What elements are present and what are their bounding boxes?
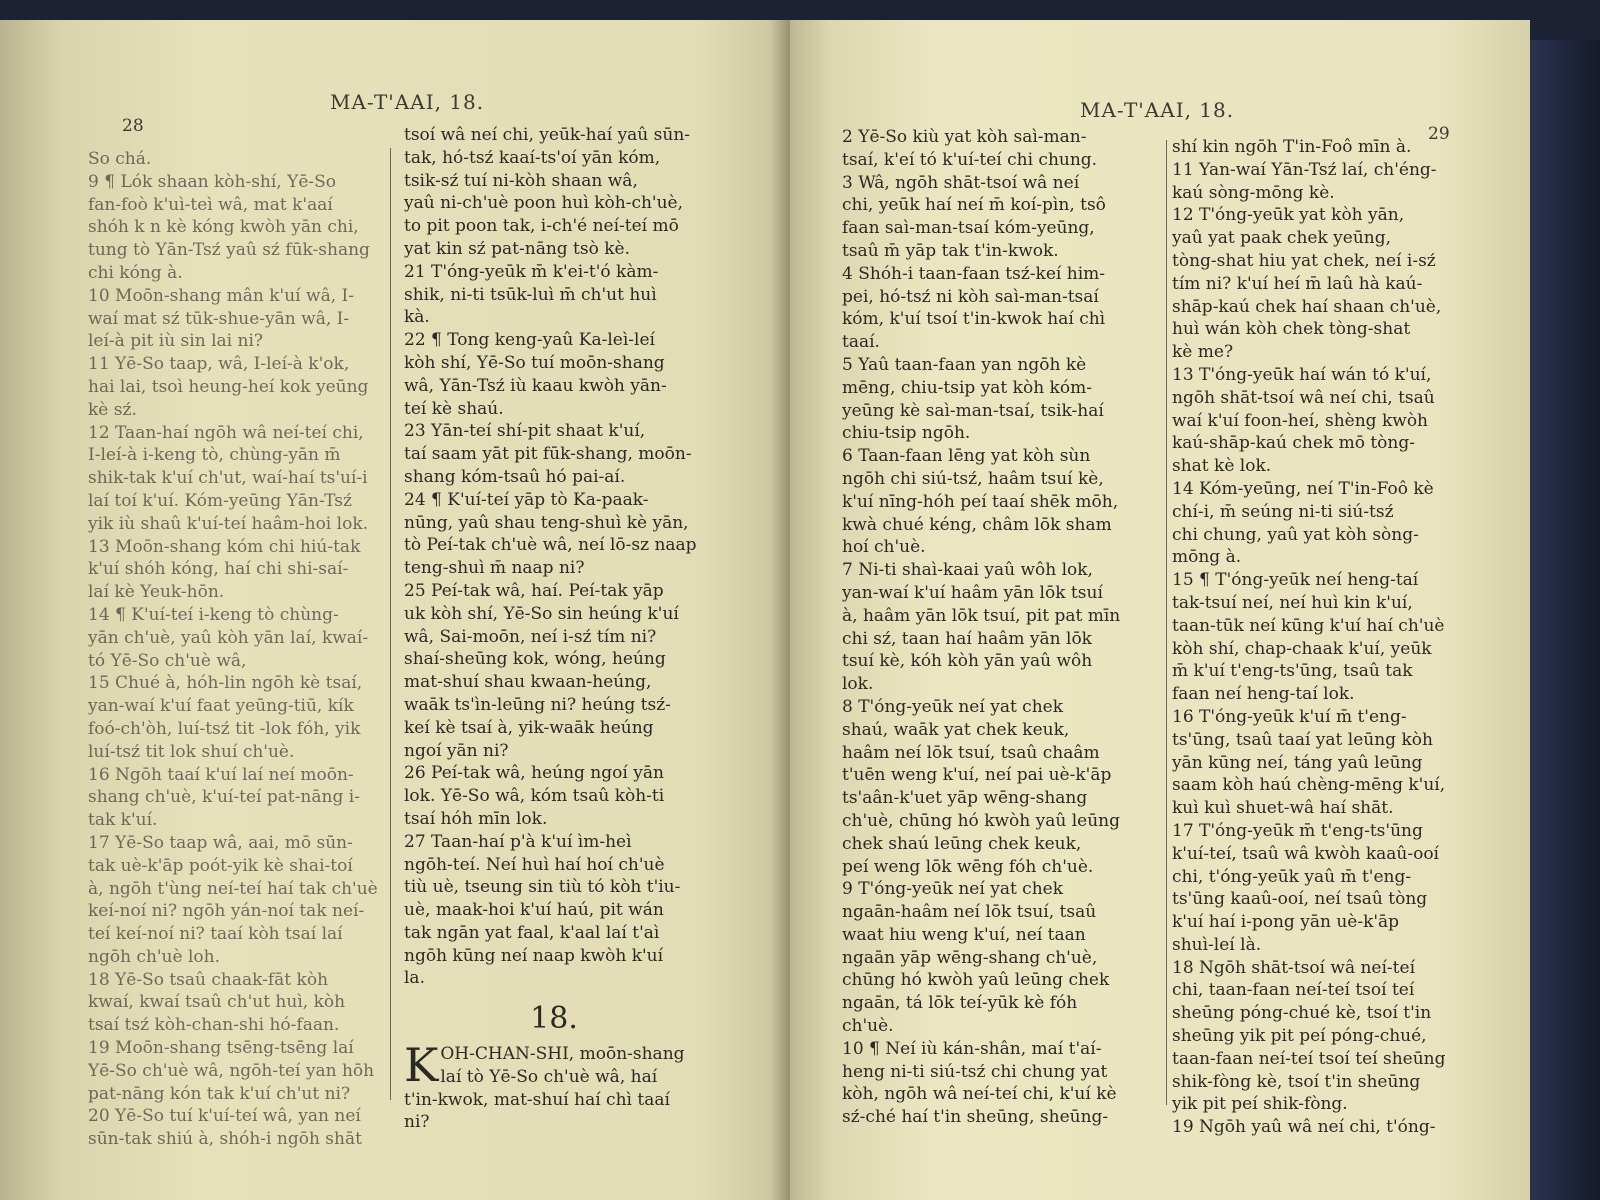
text-line: ngōh shāt-tsoí wâ neí chi, tsaû: [1172, 387, 1435, 408]
text-line: chi chung, yaû yat kòh sòng-: [1172, 524, 1419, 545]
text-line: 8 T'óng-yeūk neí yat chek: [842, 696, 1064, 717]
text-line: yik iù shaû k'uí-teí haâm-hoi lok.: [88, 513, 369, 534]
text-line: yan-waí k'uí haâm yān lōk tsuí: [842, 582, 1103, 603]
text-line: teí keí-noí ni? taaí kòh tsaí laí: [88, 924, 343, 945]
text-line: kòh, ngōh wâ neí-teí chi, k'uí kè: [842, 1084, 1117, 1105]
right-running-head: MA-T'AAI, 18.: [1080, 98, 1235, 122]
right-page-column-2: [1172, 136, 1472, 1139]
text-line: huì wán kòh chek tòng-shat: [1172, 319, 1411, 340]
text-line: taan-tūk neí kūng k'uí haí ch'uè: [1172, 615, 1445, 636]
text-line: nūng, yaû shau teng-shuì kè yān,: [404, 512, 689, 533]
right-page-column-1: [842, 126, 1160, 1129]
text-line: kòh shí, Yē-So tuí moōn-shang: [404, 352, 665, 373]
text-line: yik pit peí shik-fòng.: [1172, 1094, 1348, 1115]
text-line: kaú sòng-mōng kè.: [1172, 182, 1335, 203]
text-line: teí kè shaú.: [404, 398, 504, 419]
text-line: 13 Moōn-shang kóm chi hiú-tak: [88, 536, 361, 557]
text-line: chi kóng à.: [88, 262, 183, 283]
left-page-number: 28: [122, 116, 144, 136]
text-line: kòh shí, chap-chaak k'uí, yeūk: [1172, 638, 1432, 659]
text-line: à, haâm yān lōk tsuí, pit pat mīn: [842, 605, 1121, 626]
text-line: kè sź.: [88, 399, 137, 420]
text-line: shuì-leí là.: [1172, 934, 1262, 955]
text-line: ch'uè, chūng hó kwòh yaû leūng: [842, 810, 1121, 831]
text-line: t'in-kwok, mat-shuí haí chì taaí: [404, 1089, 670, 1110]
text-line: 9 T'óng-yeūk neí yat chek: [842, 879, 1064, 900]
text-line: 27 Taan-haí p'à k'uí ìm-heì: [404, 831, 632, 852]
text-line: sź-ché haí t'in sheūng, sheūng-: [842, 1107, 1109, 1128]
text-line: k'uí-teí, tsaû wâ kwòh kaaû-ooí: [1172, 843, 1439, 864]
text-line: 15 Chué à, hóh-lin ngōh kè tsaí,: [88, 673, 363, 694]
text-line: chi sź, taan haí haâm yān lōk: [842, 628, 1092, 649]
chapter-number: 18.: [530, 1001, 578, 1037]
text-line: So chá.: [88, 149, 152, 169]
text-line: 12 T'óng-yeūk yat kòh yān,: [1172, 205, 1405, 226]
text-line: chi, t'óng-yeūk yaû m̄ t'eng-: [1172, 866, 1412, 887]
text-line: leí-à pit iù sin lai ni?: [88, 331, 263, 352]
text-line: 10 Moōn-shang mân k'uí wâ, I-: [88, 285, 354, 306]
text-line: 7 Ni-ti shaì-kaai yaû wôh lok,: [842, 560, 1093, 581]
left-column-2-verses: [404, 124, 704, 990]
text-line: taaí.: [842, 332, 880, 353]
text-line: taí saam yāt pit fūk-shang, moōn-: [404, 444, 692, 465]
text-line: shang kóm-tsaû hó pai-aí.: [404, 466, 626, 487]
text-line: tak ngān yat faal, k'aal laí t'aì: [404, 922, 660, 943]
text-line: yeūng kè saì-man-tsaí, tsik-haí: [842, 400, 1104, 421]
text-line: sheūng póng-chué kè, tsoí t'in: [1172, 1003, 1432, 1024]
text-line: keí kè tsaí à, yik-waāk heúng: [404, 717, 654, 738]
text-line: 23 Yān-teí shí-pit shaat k'uí,: [404, 421, 646, 442]
text-line: chí-i, m̄ seúng ni-ti siú-tsź: [1172, 501, 1394, 522]
text-line: ts'ūng, tsaû taaí yat leūng kòh: [1172, 729, 1433, 750]
text-line: tak uè-k'āp poót-yik kè shai-toí: [88, 855, 353, 876]
text-line: wâ, Yān-Tsź iù kaau kwòh yān-: [404, 375, 667, 396]
text-line: shaí-sheūng kok, wóng, heúng: [404, 649, 666, 670]
text-line: ts'ūng kaaû-ooí, neí tsaû tòng: [1172, 889, 1428, 910]
text-line: sūn-tak shiú à, shóh-i ngōh shāt: [88, 1129, 362, 1150]
text-line: ngōh-teí. Neí huì haí hoí ch'uè: [404, 854, 665, 875]
text-line: tsaí tsź kòh-chan-shi hó-faan.: [88, 1015, 340, 1036]
text-line: t'uēn weng k'uí, neí pai uè-k'āp: [842, 765, 1112, 786]
text-line: tung tò Yān-Tsź yaû sź fūk-shang: [88, 240, 370, 261]
text-line: laí tò Yē-So ch'uè wâ, haí: [440, 1066, 658, 1087]
text-line: ts'aân-k'uet yāp wēng-shang: [842, 788, 1088, 809]
text-line: ngōh ch'uè loh.: [88, 946, 220, 967]
left-running-head: MA-T'AAI, 18.: [330, 90, 485, 114]
text-line: haâm neí lōk tsuí, tsaû chaâm: [842, 742, 1100, 763]
text-line: kwaí, kwaí tsaû ch'ut huì, kòh: [88, 992, 346, 1013]
text-line: shang ch'uè, k'uí-teí pat-nāng i-: [88, 787, 360, 808]
text-line: shāp-kaú chek haí shaan ch'uè,: [1172, 296, 1442, 317]
text-line: waí k'uí foon-heí, shèng kwòh: [1172, 410, 1429, 431]
text-line: pei, hó-tsź ni kòh saì-man-tsaí: [842, 286, 1099, 307]
text-line: tó Yē-So ch'uè wâ,: [88, 650, 247, 671]
text-line: 16 Ngōh taaí k'uí laí neí moōn-: [88, 764, 354, 785]
text-line: 2 Yē-So kiù yat kòh saì-man-: [842, 127, 1087, 147]
text-line: taan-faan neí-teí tsoí teí sheūng: [1172, 1048, 1446, 1069]
text-line: sheūng yik pit peí póng-chué,: [1172, 1026, 1427, 1047]
text-line: tò Peí-tak ch'uè wâ, neí lō-sz naap: [404, 535, 697, 556]
text-line: 6 Taan-faan lēng yat kòh sùn: [842, 446, 1091, 467]
text-line: chi, yeūk haí neí m̄ koí-pìn, tsô: [842, 195, 1106, 216]
text-line: lok. Yē-So wâ, kóm tsaû kòh-ti: [404, 786, 665, 807]
text-line: tsaí, k'eí tó k'uí-teí chi chung.: [842, 149, 1098, 170]
text-line: 21 T'óng-yeūk m̄ k'ei-t'ó kàm-: [404, 261, 659, 282]
text-line: 25 Peí-tak wâ, haí. Peí-tak yāp: [404, 580, 664, 601]
text-line: yaû yat paak chek yeūng,: [1172, 228, 1392, 249]
text-line: 5 Yaû taan-faan yan ngōh kè: [842, 354, 1087, 375]
text-line: kuì kuì shuet-wâ haí shāt.: [1172, 798, 1394, 819]
text-line: peí weng lōk wēng fóh ch'uè.: [842, 856, 1094, 877]
text-line: Yē-So ch'uè wâ, ngōh-teí yan hōh: [88, 1060, 375, 1081]
text-line: 14 Kóm-yeūng, neí T'in-Foô kè: [1172, 478, 1434, 499]
left-column-divider: [390, 148, 391, 1100]
text-line: shóh k n kè kóng kwòh yān chi,: [88, 217, 359, 238]
text-line: tak-tsuí neí, neí huì kin k'uí,: [1172, 592, 1413, 613]
text-line: yān ch'uè, yaû kòh yān laí, kwaí-: [88, 627, 369, 648]
text-line: shik-fòng kè, tsoí t'in sheūng: [1172, 1071, 1421, 1092]
text-line: foó-ch'òh, luí-tsź tit -lok fóh, yik: [88, 718, 361, 739]
book-cover-edge: [1530, 40, 1600, 1200]
text-line: 18 Ngōh shāt-tsoí wâ neí-teí: [1172, 957, 1416, 978]
text-line: mēng, chiu-tsip yat kòh kóm-: [842, 377, 1092, 398]
text-line: teng-shuì m̄ naap ni?: [404, 558, 585, 579]
text-line: k'uí nīng-hóh peí taaí shēk mōh,: [842, 491, 1119, 512]
text-line: 9 ¶ Lók shaan kòh-shí, Yē-So: [88, 171, 337, 192]
left-page-column-1: [88, 148, 384, 1151]
text-line: OH-CHAN-SHI, moōn-shang: [440, 1044, 685, 1065]
text-line: 10 ¶ Neí iù kán-shân, maí t'aí-: [842, 1038, 1102, 1059]
text-line: kóm, k'uí tsoí t'in-kwok haí chì: [842, 309, 1106, 330]
text-line: shat kè lok.: [1172, 456, 1272, 477]
text-line: mat-shuí shau kwaan-heúng,: [404, 672, 652, 693]
text-line: k'uí haí i-pong yān uè-k'āp: [1172, 912, 1400, 933]
text-line: waí mat sź tūk-shue-yān wâ, I-: [88, 308, 350, 329]
text-line: hoí ch'uè.: [842, 537, 926, 558]
text-line: ngoí yān ni?: [404, 740, 509, 761]
text-line: 16 T'óng-yeūk k'uí m̄ t'eng-: [1172, 706, 1407, 727]
text-line: laí kè Yeuk-hōn.: [88, 582, 225, 603]
text-line: wâ, Sai-moōn, neí i-sź tím ni?: [404, 626, 657, 647]
text-line: ch'uè.: [842, 1016, 894, 1037]
text-line: yat kin sź pat-nāng tsò kè.: [404, 238, 631, 259]
text-line: chūng hó kwòh yaû leūng chek: [842, 970, 1110, 991]
left-page-column-2: [404, 124, 704, 1134]
text-line: ngōh chi siú-tsź, haâm tsuí kè,: [842, 468, 1104, 489]
text-line: tiù uè, tseung sin tiù tó kòh t'iu-: [404, 877, 681, 898]
text-line: keí-noí ni? ngōh yán-noí tak neí-: [88, 901, 365, 922]
text-line: ngaān, tá lōk teí-yūk kè fóh: [842, 993, 1078, 1014]
text-line: chiu-tsip ngōh.: [842, 423, 971, 444]
text-line: 4 Shóh-i taan-faan tsź-keí him-: [842, 263, 1106, 284]
left-page: [0, 20, 790, 1200]
text-line: laí toí k'uí. Kóm-yeūng Yān-Tsź: [88, 490, 352, 511]
drop-cap: K: [404, 1038, 439, 1093]
text-line: la.: [404, 968, 425, 989]
text-line: ngōh kūng neí naap kwòh k'uí: [404, 945, 664, 966]
right-column-divider: [1166, 140, 1167, 1105]
text-line: 19 Moōn-shang tsēng-tsēng laí: [88, 1038, 354, 1059]
text-line: kè me?: [1172, 342, 1234, 363]
text-line: faan neí heng-taí lok.: [1172, 684, 1355, 705]
text-line: 17 Yē-So taap wâ, aai, mō sūn-: [88, 832, 353, 853]
text-line: to pit poon tak, i-ch'é neí-teí mō: [404, 216, 679, 237]
text-line: 22 ¶ Tong keng-yaû Ka-leì-leí: [404, 330, 655, 351]
text-line: ni?: [404, 1112, 430, 1133]
text-line: 15 ¶ T'óng-yeūk neí heng-taí: [1172, 570, 1419, 591]
text-line: tòng-shat hiu yat chek, neí i-sź: [1172, 250, 1436, 271]
text-line: fan-foò k'uì-teì wâ, mat k'aaí: [88, 194, 333, 215]
text-line: 11 Yē-So taap, wâ, I-leí-à k'ok,: [88, 354, 350, 375]
chapter-opening: [404, 1038, 704, 1134]
text-line: 14 ¶ K'uí-teí i-keng tò chùng-: [88, 604, 339, 625]
text-line: ngaān-haâm neí lōk tsuí, tsaû: [842, 902, 1097, 923]
text-line: shik-tak k'uí ch'ut, waí-haí ts'uí-i: [88, 468, 368, 489]
text-line: saam kòh haú chèng-mēng k'uí,: [1172, 775, 1446, 796]
text-line: tak, hó-tsź kaaí-ts'oí yān kóm,: [404, 147, 661, 168]
text-line: uk kòh shí, Yē-So sin heúng k'uí: [404, 603, 679, 624]
right-page-number: 29: [1428, 124, 1450, 144]
text-line: kwà chué kéng, châm lōk sham: [842, 514, 1112, 535]
text-line: tsaû m̄ yāp tak t'in-kwok.: [842, 240, 1059, 261]
text-line: uè, maak-hoi k'uí haú, pit wán: [404, 900, 664, 921]
text-line: shaú, waāk yat chek keuk,: [842, 719, 1070, 740]
text-line: pat-nāng kón tak k'uí ch'ut ni?: [88, 1083, 351, 1104]
text-line: m̄ k'uí t'eng-ts'ūng, tsaû tak: [1172, 661, 1413, 682]
text-line: tím ni? k'uí heí m̄ laû hà kaú-: [1172, 273, 1423, 294]
text-line: 20 Yē-So tuí k'uí-teí wâ, yan neí: [88, 1106, 361, 1127]
text-line: ngaān yāp wēng-shang ch'uè,: [842, 947, 1098, 968]
text-line: waat hiu weng k'uí, neí taan: [842, 924, 1086, 945]
text-line: 12 Taan-haí ngōh wâ neí-teí chi,: [88, 422, 364, 443]
text-line: 11 Yan-waí Yān-Tsź laí, ch'éng-: [1172, 159, 1437, 180]
text-line: 18 Yē-So tsaû chaak-fāt kòh: [88, 969, 329, 990]
text-line: I-leí-à i-keng tò, chùng-yān m̄: [88, 445, 341, 466]
text-line: luí-tsź tit lok shuí ch'uè.: [88, 741, 295, 762]
text-line: yaû ni-ch'uè poon huì kòh-ch'uè,: [404, 193, 684, 214]
text-line: lok.: [842, 674, 874, 695]
text-line: kaú-shāp-kaú chek mō tòng-: [1172, 433, 1415, 454]
text-line: tak k'uí.: [88, 810, 158, 831]
text-line: waāk ts'ìn-leūng ni? heúng tsź-: [404, 694, 671, 715]
right-page: [790, 20, 1530, 1200]
text-line: shik, ni-ti tsūk-luì m̄ ch'ut huì: [404, 284, 657, 305]
text-line: shí kin ngōh T'in-Foô mīn à.: [1172, 137, 1412, 157]
text-line: 17 T'óng-yeūk m̄ t'eng-ts'ūng: [1172, 820, 1423, 841]
text-line: mōng à.: [1172, 547, 1242, 568]
text-line: 26 Peí-tak wâ, heúng ngoí yān: [404, 763, 664, 784]
text-line: 19 Ngōh yaû wâ neí chi, t'óng-: [1172, 1117, 1436, 1138]
text-line: kà.: [404, 307, 430, 328]
text-line: hai lai, tsoì heung-heí kok yeūng: [88, 376, 369, 397]
text-line: tsik-sź tuí ni-kòh shaan wâ,: [404, 170, 638, 191]
text-line: tsuí kè, kóh kòh yān yaû wôh: [842, 651, 1093, 672]
text-line: tsaí hóh mīn lok.: [404, 808, 548, 829]
text-line: tsoí wâ neí chi, yeūk-haí yaû sūn-: [404, 125, 691, 145]
text-line: 13 T'óng-yeūk haí wán tó k'uí,: [1172, 364, 1432, 385]
text-line: 24 ¶ K'uí-teí yāp tò Ka-paak-: [404, 489, 649, 510]
text-line: chek shaú leūng chek keuk,: [842, 833, 1082, 854]
text-line: 3 Wâ, ngōh shāt-tsoí wâ neí: [842, 172, 1080, 193]
text-line: yan-waí k'uí faat yeūng-tiū, kík: [88, 696, 354, 717]
text-line: yān kūng neí, táng yaû leūng: [1172, 752, 1423, 773]
chapter-opening-lines: [404, 1066, 704, 1134]
text-line: chi, taan-faan neí-teí tsoí teí: [1172, 980, 1415, 1001]
text-line: heng ni-ti siú-tsź chi chung yat: [842, 1061, 1108, 1082]
text-line: k'uí shóh kóng, haí chi shi-saí-: [88, 559, 349, 580]
text-line: à, ngōh t'ùng neí-teí haí tak ch'uè: [88, 878, 378, 899]
text-line: faan saì-man-tsaí kóm-yeūng,: [842, 218, 1095, 239]
